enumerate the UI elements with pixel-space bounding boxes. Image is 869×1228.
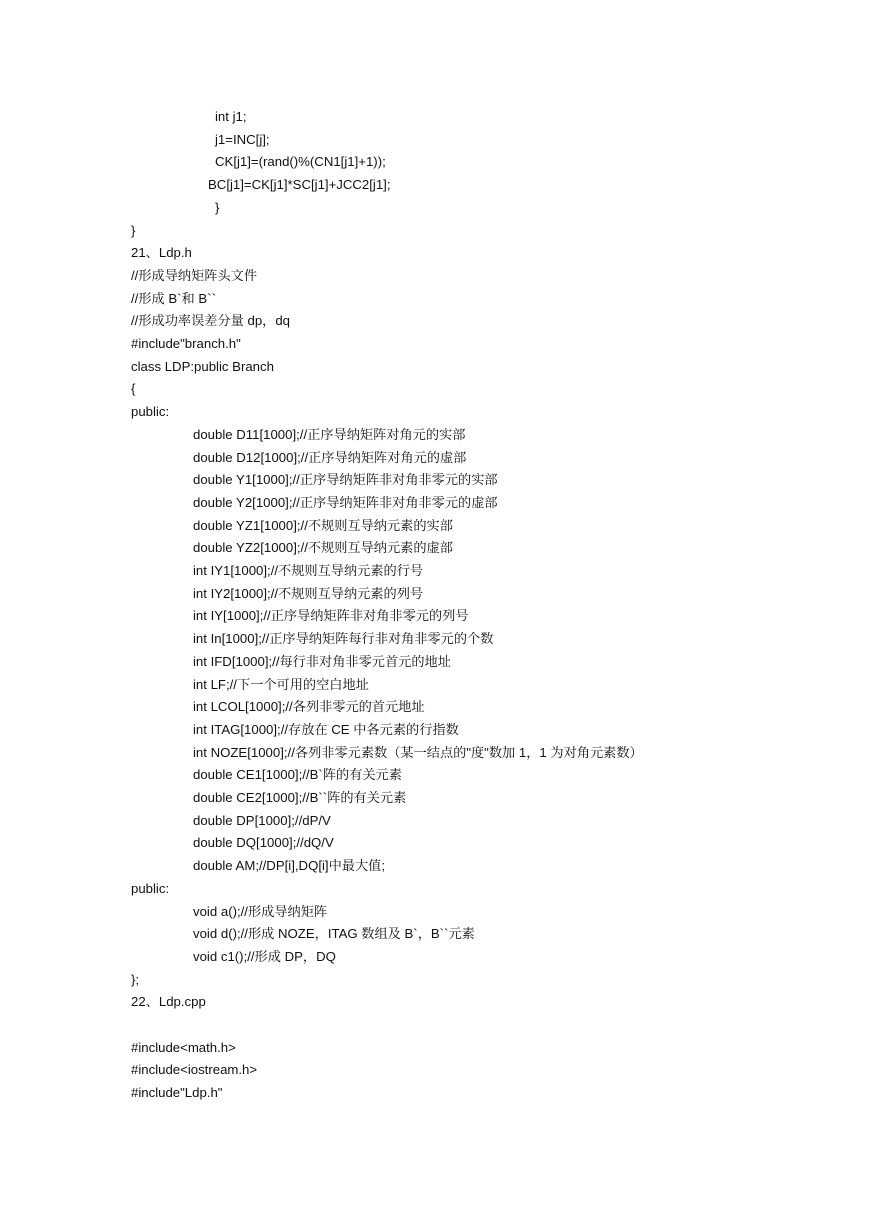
code-line: int j1;	[215, 109, 247, 124]
code-line: int In[1000];//正序导纳矩阵每行非对角非零元的个数	[193, 631, 494, 647]
code-line: 21、Ldp.h	[131, 245, 192, 261]
code-line: //形成导纳矩阵头文件	[131, 267, 258, 283]
code-line: #include<iostream.h>	[131, 1062, 258, 1078]
code-line: //形成 B`和 B``	[131, 290, 216, 306]
code-line: int IY2[1000];//不规则互导纳元素的列号	[193, 585, 424, 601]
code-line: class LDP:public Branch	[131, 358, 274, 374]
code-line: void c1();//形成 DP，DQ	[193, 948, 336, 964]
code-line: void d();//形成 NOZE，ITAG 数组及 B`，B``元素	[193, 926, 475, 942]
code-line: //形成功率误差分量 dp，dq	[131, 313, 291, 329]
code-line: int IY[1000];//正序导纳矩阵非对角非零元的列号	[193, 608, 469, 624]
code-line: int NOZE[1000];//各列非零元素数（某一结点的"度"数加 1，1 为对角元素数）	[193, 744, 643, 760]
code-line: 22、Ldp.cpp	[131, 994, 206, 1010]
code-line: double Y2[1000];//正序导纳矩阵非对角非零元的虚部	[193, 494, 498, 510]
code-line: double D11[1000];//正序导纳矩阵对角元的实部	[193, 426, 466, 442]
code-line: #include"branch.h"	[131, 336, 241, 351]
code-line: double Y1[1000];//正序导纳矩阵非对角非零元的实部	[193, 472, 498, 488]
code-line: {	[131, 381, 136, 397]
code-line: double CE2[1000];//B``阵的有关元素	[193, 790, 407, 805]
code-line: public:	[131, 880, 170, 896]
code-line: #include<math.h>	[131, 1039, 236, 1055]
code-line: double AM;//DP[i],DQ[i]中最大值;	[193, 858, 386, 874]
code-line: int IFD[1000];//每行非对角非零元首元的地址	[193, 653, 451, 669]
code-line: };	[131, 971, 140, 987]
code-line: double DP[1000];//dP/V	[193, 812, 331, 828]
code-line: CK[j1]=(rand()%(CN1[j1]+1));	[215, 154, 386, 170]
code-line: int LF;//下一个可用的空白地址	[193, 676, 369, 692]
code-line: j1=INC[j];	[215, 131, 270, 147]
code-line: BC[j1]=CK[j1]*SC[j1]+JCC2[j1];	[208, 177, 391, 193]
code-line: void a();//形成导纳矩阵	[193, 903, 328, 919]
code-line: double CE1[1000];//B`阵的有关元素	[193, 767, 402, 783]
code-line: double DQ[1000];//dQ/V	[193, 835, 334, 851]
code-line: #include"Ldp.h"	[131, 1085, 223, 1101]
code-line: int ITAG[1000];//存放在 CE 中各元素的行指数	[193, 721, 459, 737]
code-line: double D12[1000];//正序导纳矩阵对角元的虚部	[193, 449, 467, 465]
code-line: double YZ1[1000];//不规则互导纳元素的实部	[193, 517, 453, 533]
code-line: }	[215, 199, 220, 215]
code-line: double YZ2[1000];//不规则互导纳元素的虚部	[193, 540, 453, 556]
code-line: }	[131, 222, 136, 238]
code-line: int LCOL[1000];//各列非零元的首元地址	[193, 699, 425, 715]
code-line: int IY1[1000];//不规则互导纳元素的行号	[193, 563, 424, 578]
code-line: public:	[131, 404, 170, 420]
